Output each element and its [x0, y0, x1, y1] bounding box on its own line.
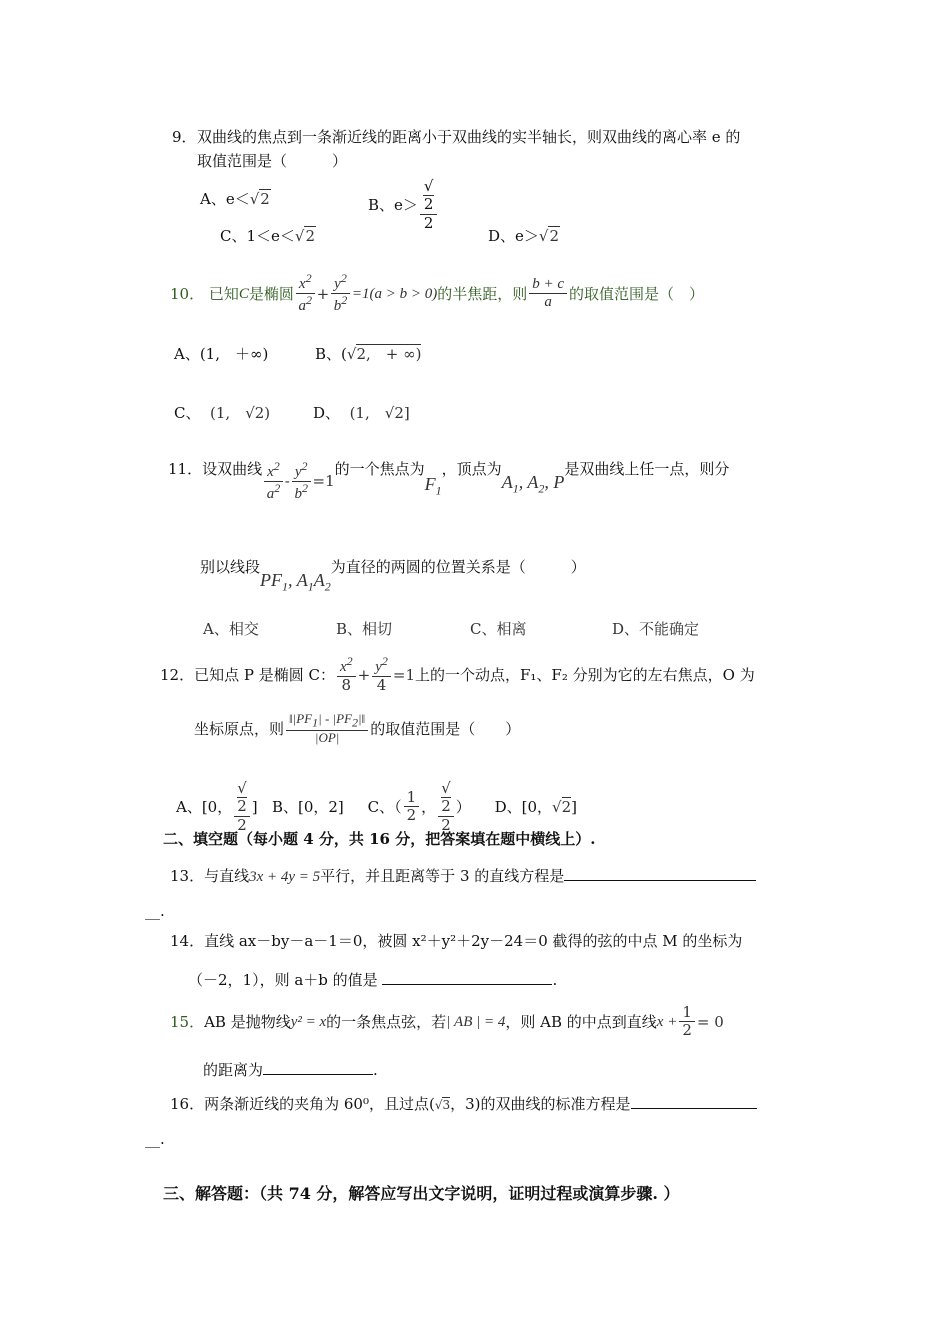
answer-blank[interactable]	[263, 1060, 373, 1075]
q12-text: 坐标原点，则	[194, 720, 285, 739]
q12-option-a: A、[0，	[176, 797, 233, 816]
section-3-heading: 三、解答题：（共 74 分，解答应写出文字说明，证明过程或演算步骤. ）	[163, 1184, 680, 1203]
q11-option-c: C、相离	[470, 620, 527, 638]
answer-blank[interactable]	[564, 866, 756, 881]
frac-y2-b2: $\frac{y^2}{b^2}$	[292, 460, 311, 504]
q15-stem-line2: 的距离为 .	[203, 1061, 378, 1079]
q9-option-c	[220, 227, 316, 245]
q15-text: 的距离为	[203, 1061, 264, 1079]
q14-text: （－2，1），则 a＋b 的值是	[188, 971, 378, 989]
q13-stem	[170, 866, 756, 886]
q10-text: 已知	[208, 284, 239, 303]
q9-stem-line2: 取值范围是（ ）	[197, 152, 348, 170]
q14-stem-line1	[170, 932, 742, 950]
parabola-equation: y² = x	[290, 1013, 327, 1030]
chord-length: | AB | = 4	[446, 1013, 506, 1030]
frac-x2-a2: $\frac{x^2}{a^2}$	[264, 460, 283, 504]
q11-option-d: D、不能确定	[612, 620, 700, 638]
fraction-half: $\frac{1}{2}$	[679, 1004, 695, 1040]
line-equation: 3x + 4y = 5	[249, 869, 321, 885]
sqrt-symbol: √2	[294, 227, 316, 245]
fraction: √ 2 2	[234, 780, 250, 834]
q13-text: 与直线	[204, 867, 250, 885]
q15-text: ，则 AB 的中点到直线	[505, 1012, 657, 1031]
line-equation-rhs: = 0	[696, 1012, 724, 1031]
q10-option-c: C、 (1, √2)	[174, 404, 271, 422]
var-c: C	[238, 285, 249, 302]
q12-text: 上的一个动点，F₁、F₂ 分别为它的左右焦点，O 为	[415, 665, 755, 684]
q10-text: 的半焦距，则	[437, 284, 528, 303]
segments: $PF_1$, $A_1A_2$	[260, 570, 331, 594]
vertices: $A_1$, $A_2$, P	[501, 472, 565, 496]
answer-blank[interactable]	[382, 970, 552, 985]
q10-option-d: D、 (1, √2]	[313, 404, 410, 422]
sqrt-symbol: √	[384, 404, 395, 422]
q13-text: 平行，并且距离等于 3 的直线方程是	[320, 867, 565, 885]
q12-text: 已知点 P 是椭圆 C：	[194, 665, 335, 684]
q15-number: 15．	[170, 1012, 205, 1031]
q12-option-b: B、[0，2]	[271, 797, 344, 816]
q9-stem-line1: 双曲线的焦点到一条渐近线的距离小于双曲线的实半轴长，则双曲线的离心率 e 的	[197, 128, 741, 146]
option-d-label: D、e＞	[488, 227, 539, 245]
q9-option-b	[368, 178, 439, 232]
option-c-label: C、1＜e＜	[220, 227, 295, 245]
q10-text: 是椭圆	[248, 284, 294, 303]
q10-option-b: B、(√2, + ∞)	[315, 345, 422, 363]
q12-text: 的取值范围是（ ）	[370, 720, 521, 739]
q11-stem-line2	[200, 558, 586, 594]
sqrt-symbol: √2	[552, 797, 572, 816]
sqrt-symbol: √2	[249, 190, 270, 208]
line-equation: x +	[656, 1013, 678, 1030]
q11-option-a: A、相交	[203, 620, 259, 638]
q14-text: 直线 ax－by－a－1＝0，被圆 x²＋y²＋2y－24＝0 截得的弦的中点 M 的坐标为	[204, 932, 743, 950]
q14-number: 14．	[170, 932, 205, 950]
q12-stem: 12．已知点 P 是椭圆 C： $\frac{x^2}{8}$ + $\frac{y^2}{4}$ =1上的一个动点，F₁、F₂ 分别为它的左右焦点，O 为	[160, 654, 755, 695]
q16-text: ，3)的双曲线的标准方程是	[450, 1095, 631, 1113]
equation-rhs: =1	[392, 665, 416, 684]
equation-rhs: =1	[312, 472, 335, 490]
q9-option-a	[200, 190, 271, 208]
frac-bc-a: $\frac{b + c}{a}$	[529, 276, 567, 312]
frac-x2-8: $\frac{x^2}{8}$	[337, 655, 356, 695]
q14-stem-line2: （－2，1），则 a＋b 的值是 .	[188, 971, 558, 989]
q11-text: 的一个焦点为	[334, 460, 425, 478]
q11-text: 别以线段	[200, 558, 261, 576]
q16-stem	[170, 1094, 757, 1113]
option-a-label: A、e＜	[200, 190, 250, 208]
q15-stem	[170, 1004, 724, 1040]
q12-option-d: D、[0，	[494, 797, 553, 816]
q15-text: 的一条焦点弦，若	[326, 1012, 447, 1031]
q10-text: 的取值范围是（ ）	[569, 284, 705, 303]
q10-stem: 10． 已知C是椭圆 $\frac{x^2}{a^2}$ + $\frac{y^2}{b^2}$ =1(a > b > 0)的半焦距，则 $\frac{b + c}{a}$ 的取值范围是（ ）	[170, 271, 705, 315]
q16-number: 16．	[170, 1095, 205, 1113]
fraction: √ 2 2	[438, 780, 454, 834]
q11-number: 11．	[168, 460, 203, 478]
frac-pf-op: $\frac{‖|PF_1| - |PF_2|‖}{|OP|}$	[286, 712, 368, 746]
q13-number: 13．	[170, 867, 205, 885]
q10-option-a: A、(1, ＋∞)	[174, 345, 269, 363]
q9-number: 9．	[172, 128, 197, 146]
q11-text: ，顶点为	[441, 460, 502, 478]
frac-y2-4: $\frac{y^2}{4}$	[372, 655, 391, 695]
section-2-heading: 二、填空题（每小题 4 分，共 16 分，把答案填在题中横线上）.	[163, 830, 596, 848]
q13-tail: __.	[145, 902, 165, 920]
q12-option-c: C、（	[367, 797, 402, 816]
q10-number: 10．	[170, 284, 205, 303]
q11-stem: 11．设双曲线 $\frac{x^2}{a^2}$ - $\frac{y^2}{b^2}$ =1的一个焦点为$F_1$，顶点为$A_1$, $A_2$, P是双曲线上任一点，则分	[168, 459, 730, 503]
fraction: √ 2 2	[420, 178, 438, 232]
sqrt-symbol: √3	[434, 1098, 451, 1112]
q12-stem-line2	[194, 712, 520, 746]
q11-text: 为直径的两圆的位置关系是（ ）	[330, 558, 586, 576]
sqrt-symbol: √2	[538, 227, 560, 245]
q11-option-b: B、相切	[336, 620, 393, 638]
sqrt-symbol: √	[346, 345, 357, 363]
q12-options: A、[0， √ 2 2 ] B、[0，2] C、（ $\frac{1}{2}$ ， √ 2 2 ） D、[0，√2]	[176, 779, 578, 834]
q12-number: 12．	[160, 665, 195, 684]
q16-tail: __.	[145, 1130, 165, 1148]
condition: =1(a > b > 0)	[351, 285, 438, 302]
frac-x2-a2: $\frac{x^2}{a^2}$	[296, 272, 315, 316]
q15-text: AB 是抛物线	[204, 1012, 291, 1031]
fraction-half: $\frac{1}{2}$	[404, 789, 420, 825]
frac-y2-b2: $\frac{y^2}{b^2}$	[331, 272, 350, 316]
focus-f1: $F_1$	[424, 474, 442, 498]
q9-option-d	[488, 227, 560, 245]
option-b-label: B、e＞	[368, 195, 418, 214]
q11-text: 是双曲线上任一点，则分	[564, 460, 730, 478]
answer-blank[interactable]	[631, 1094, 757, 1109]
q16-text: 两条渐近线的夹角为 60⁰，且过点(	[204, 1095, 435, 1113]
sqrt-symbol: √	[245, 404, 255, 422]
q11-text: 设双曲线	[202, 460, 263, 478]
